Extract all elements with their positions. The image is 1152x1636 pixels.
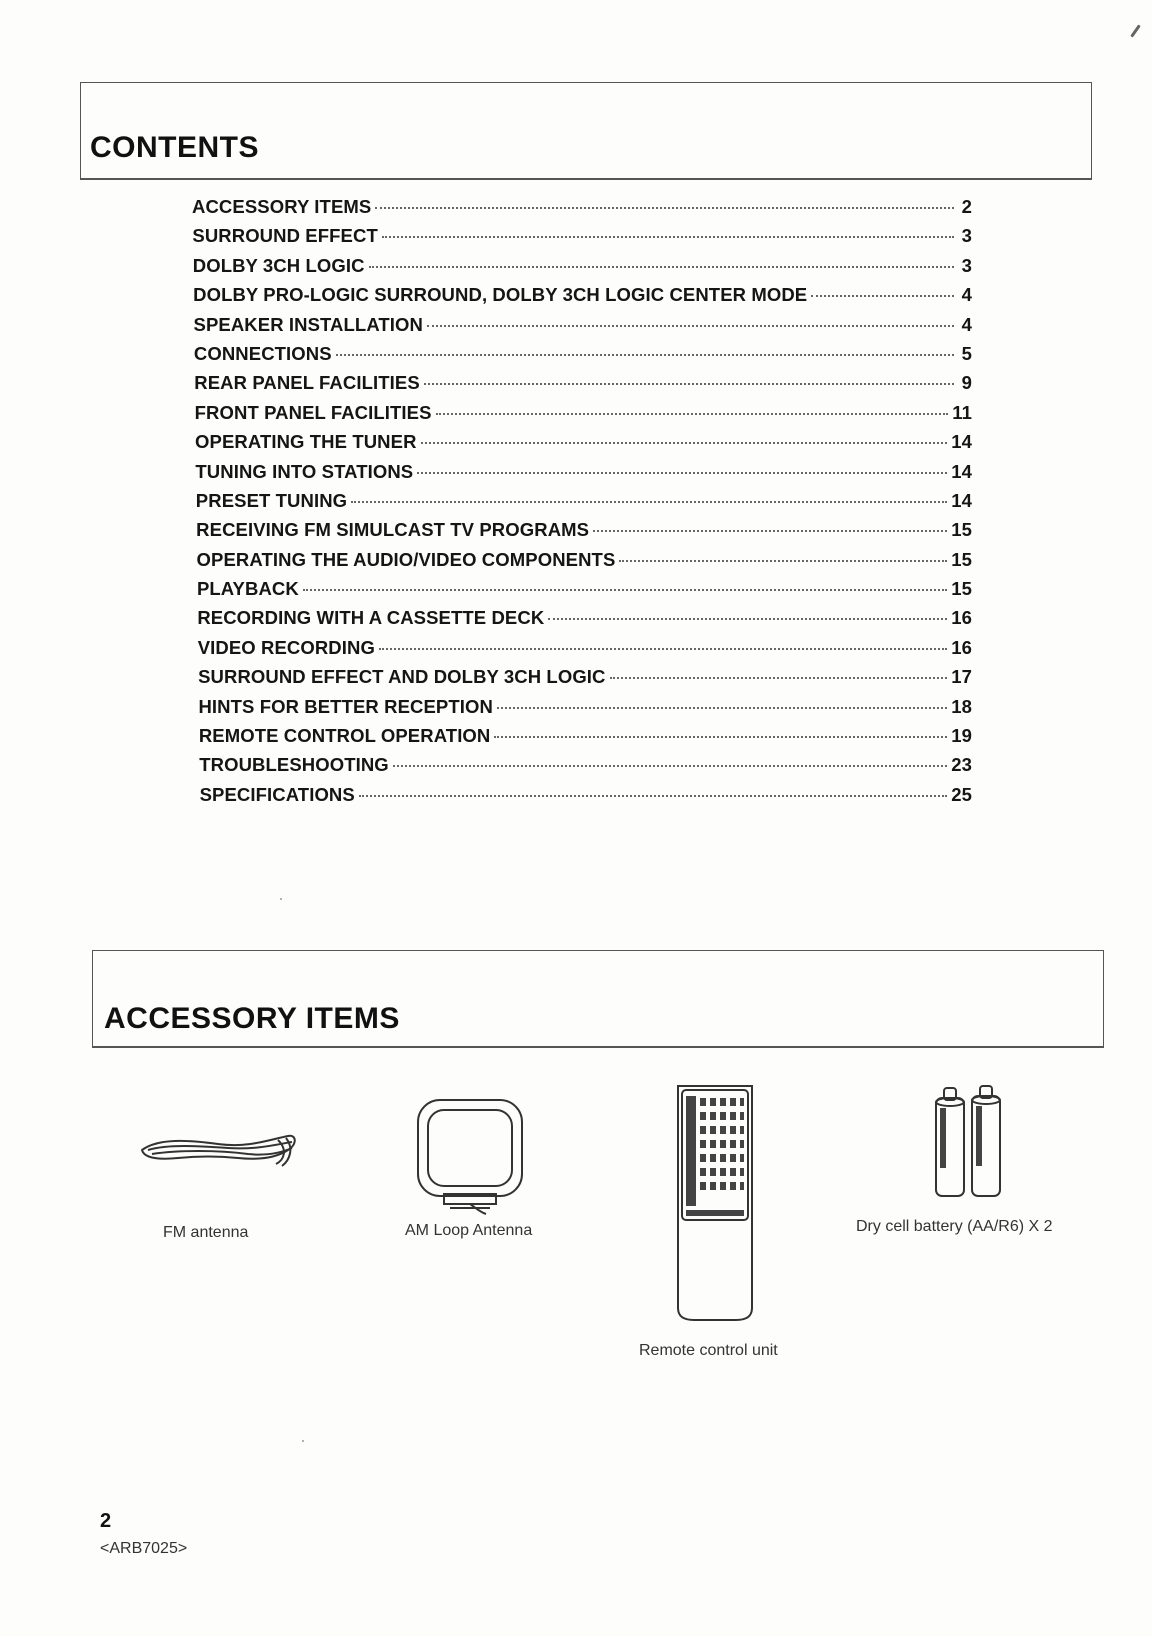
toc-dot-leader [375,207,954,209]
page-number: 2 [100,1510,112,1532]
toc-entry-page: 2 [961,196,972,217]
toc-entry-page: 14 [951,489,972,511]
toc-entry [192,754,972,783]
toc-dot-leader [494,736,947,738]
toc-dot-leader [811,295,954,297]
toc-entry-page: 9 [961,372,972,394]
remote-control-caption: Remote control unit [639,1342,778,1359]
toc-entry [192,402,972,431]
toc-dot-leader [497,707,947,709]
toc-entry-page: 15 [951,548,972,570]
remote-control-icon [672,1082,758,1322]
scan-speck [302,1440,304,1442]
toc-dot-leader [610,677,948,679]
toc-entry-label: PLAYBACK [196,578,299,600]
battery-caption: Dry cell battery (AA/R6) X 2 [856,1218,1053,1235]
toc-entry-label: SPECIFICATIONS [199,783,355,805]
toc-entry [192,431,972,460]
toc-entry-label: PRESET TUNING [195,489,348,511]
toc-entry-label: REAR PANEL FACILITIES [194,372,420,394]
toc-entry-label: TROUBLESHOOTING [199,754,389,776]
toc-entry-label: TUNING INTO STATIONS [195,460,414,482]
am-loop-antenna-caption: AM Loop Antenna [405,1222,533,1239]
toc-entry-page: 16 [951,636,972,658]
toc-entry-page: 15 [951,519,972,541]
fm-antenna-caption: FM antenna [163,1224,249,1241]
toc-entry [192,696,972,725]
toc-entry [192,314,972,343]
toc-entry-label: RECORDING WITH A CASSETTE DECK [197,607,545,629]
toc-entry-label: HINTS FOR BETTER RECEPTION [198,695,493,717]
toc-dot-leader [382,236,954,238]
toc-entry-page: 25 [951,783,972,805]
toc-entry-page: 3 [961,225,972,247]
toc-dot-leader [417,472,947,474]
toc-dot-leader [359,795,947,797]
toc-entry [192,372,972,401]
scan-speck [280,898,282,900]
toc-entry-page: 4 [961,313,972,335]
toc-entry-label: DOLBY PRO-LOGIC SURROUND, DOLBY 3CH LOGIC CENTER MODE [193,284,808,306]
toc-entry [192,549,972,578]
toc-entry [192,255,972,284]
toc-dot-leader [303,589,947,591]
toc-entry-page: 18 [951,695,972,717]
toc-dot-leader [336,354,954,356]
toc-entry-label: DOLBY 3CH LOGIC [192,254,365,276]
toc-entry [192,607,972,636]
toc-dot-leader [369,266,954,268]
toc-dot-leader [427,325,954,327]
contents-title: CONTENTS [90,131,259,164]
toc-dot-leader [619,560,947,562]
toc-entry-page: 16 [951,607,972,629]
document-code: <ARB7025> [100,1540,188,1557]
toc-entry-label: RECEIVING FM SIMULCAST TV PROGRAMS [196,519,590,541]
toc-entry [192,490,972,519]
toc-entry-label: FRONT PANEL FACILITIES [194,401,432,423]
toc-entry-page: 15 [951,578,972,600]
toc-entry-page: 11 [952,401,972,423]
am-loop-antenna-icon [410,1096,530,1216]
toc-entry [192,343,972,372]
toc-entry-label: OPERATING THE TUNER [195,431,417,453]
toc-entry-label: VIDEO RECORDING [197,636,375,658]
toc-entry-label: REMOTE CONTROL OPERATION [198,725,491,747]
toc-dot-leader [393,765,947,767]
table-of-contents [192,196,972,813]
toc-entry-label: CONNECTIONS [193,342,332,364]
toc-entry [192,784,972,813]
toc-entry [192,666,972,695]
toc-entry-page: 3 [961,254,972,276]
toc-entry [192,284,972,313]
toc-entry-page: 17 [951,666,972,688]
toc-entry-page: 14 [951,460,972,482]
toc-entry [192,725,972,754]
toc-entry-page: 4 [961,284,972,306]
toc-entry [192,225,972,254]
toc-entry-page: 23 [951,754,972,776]
toc-entry-label: SURROUND EFFECT AND DOLBY 3CH LOGIC [198,666,606,688]
fm-antenna-icon [138,1120,298,1180]
toc-dot-leader [421,442,948,444]
toc-entry-page: 14 [951,431,972,453]
toc-entry [192,461,972,490]
toc-dot-leader [379,648,947,650]
toc-entry [192,196,972,225]
toc-entry-page: 19 [951,725,972,747]
toc-entry-label: SPEAKER INSTALLATION [193,313,423,335]
toc-dot-leader [548,618,947,620]
toc-dot-leader [436,413,949,415]
toc-entry-label: ACCESSORY ITEMS [192,196,372,217]
toc-entry-label: OPERATING THE AUDIO/VIDEO COMPONENTS [196,548,616,570]
toc-dot-leader [424,383,954,385]
toc-entry [192,578,972,607]
accessory-items-title: ACCESSORY ITEMS [104,1002,400,1035]
toc-dot-leader [593,530,947,532]
toc-entry [192,637,972,666]
battery-icon [930,1082,1010,1202]
toc-entry [192,519,972,548]
scan-mark [1130,24,1140,37]
toc-entry-label: SURROUND EFFECT [192,225,378,247]
toc-entry-page: 5 [961,342,972,364]
toc-dot-leader [351,501,947,503]
